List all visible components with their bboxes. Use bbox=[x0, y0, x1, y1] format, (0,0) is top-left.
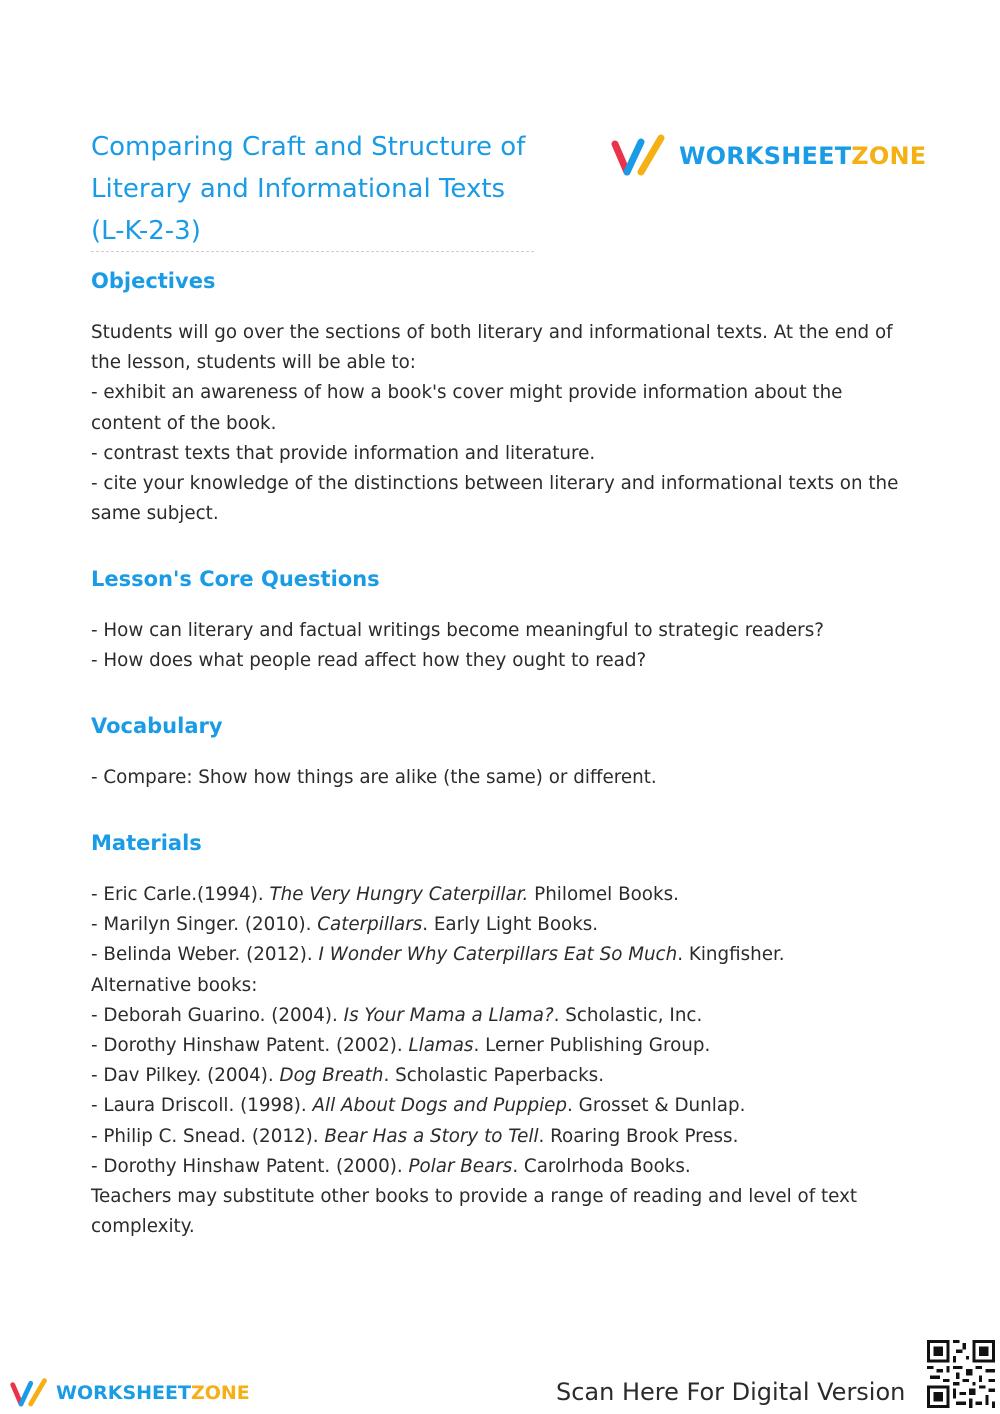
worksheetzone-logo-icon bbox=[10, 1376, 50, 1410]
vocabulary-section bbox=[91, 711, 911, 793]
material-item: - Belinda Weber. (2012). I Wonder Why Caterpillars Eat So Much. Kingfisher. bbox=[91, 944, 785, 966]
question-item: - How can literary and factual writings become meaningful to strategic readers? bbox=[91, 620, 824, 641]
vocabulary-item: - Compare: Show how things are alike (the same) or different. bbox=[91, 767, 657, 788]
qr-code-icon[interactable] bbox=[927, 1340, 995, 1408]
vocabulary-heading: Vocabulary bbox=[91, 714, 223, 738]
book-title: All About Dogs and Puppiep bbox=[312, 1095, 568, 1117]
questions-section bbox=[91, 564, 911, 676]
alt-material-item: - Dorothy Hinshaw Patent. (2000). Polar Bears. Carolrhoda Books. bbox=[91, 1155, 691, 1177]
page-title: Comparing Craft and Structure of Literary and Informational Texts (L-K-2-3) bbox=[91, 132, 526, 246]
footer-logo[interactable] bbox=[10, 1373, 250, 1413]
book-title: I Wonder Why Caterpillars Eat So Much bbox=[318, 944, 678, 966]
material-item: - Marilyn Singer. (2010). Caterpillars. Early Light Books. bbox=[91, 914, 599, 936]
material-item: - Eric Carle.(1994). The Very Hungry Caterpillar. Philomel Books. bbox=[91, 884, 679, 905]
objective-item: - contrast texts that provide information and literature. bbox=[91, 442, 596, 464]
book-title: Caterpillars bbox=[317, 914, 423, 936]
objective-item: - exhibit an awareness of how a book's cover might provide information about the content of the book. bbox=[91, 382, 843, 434]
materials-heading: Materials bbox=[91, 831, 202, 855]
alt-material-item: - Deborah Guarino. (2004). Is Your Mama a Llama?. Scholastic, Inc. bbox=[91, 1004, 703, 1026]
materials-note: Teachers may substitute other books to provide a range of reading and level of text complexity. bbox=[91, 1186, 858, 1238]
scan-caption: Scan Here For Digital Version bbox=[556, 1378, 906, 1406]
header-logo[interactable] bbox=[611, 134, 926, 178]
alt-material-item: - Philip C. Snead. (2012). Bear Has a Story to Tell. Roaring Brook Press. bbox=[91, 1125, 739, 1147]
objectives-heading: Objectives bbox=[91, 269, 216, 293]
alt-material-item: - Dorothy Hinshaw Patent. (2002). Llamas. Lerner Publishing Group. bbox=[91, 1035, 711, 1057]
brand-wordmark: WORKSHEETZONE bbox=[679, 142, 927, 170]
title-divider bbox=[91, 251, 534, 252]
question-item: - How does what people read affect how they ought to read? bbox=[91, 650, 647, 672]
book-title: Bear Has a Story to Tell bbox=[324, 1125, 539, 1147]
worksheetzone-logo-icon bbox=[611, 134, 669, 178]
brand-wordmark: WORKSHEETZONE bbox=[56, 1382, 250, 1404]
book-title: Is Your Mama a Llama? bbox=[343, 1004, 554, 1026]
questions-heading: Lesson's Core Questions bbox=[91, 567, 380, 591]
objectives-section bbox=[91, 266, 911, 529]
book-title: The Very Hungry Caterpillar. bbox=[269, 884, 529, 905]
alt-material-item: - Laura Driscoll. (1998). All About Dogs and Puppiep. Grosset & Dunlap. bbox=[91, 1095, 746, 1117]
alt-material-item: - Dav Pilkey. (2004). Dog Breath. Scholastic Paperbacks. bbox=[91, 1065, 605, 1087]
book-title: Dog Breath bbox=[279, 1065, 384, 1087]
alternative-books-label: Alternative books: bbox=[91, 974, 258, 996]
materials-section bbox=[91, 828, 911, 1242]
book-title: Polar Bears bbox=[408, 1155, 513, 1177]
objective-item: - cite your knowledge of the distinctions between literary and informational texts on the same subject. bbox=[91, 473, 899, 525]
objectives-intro: Students will go over the sections of both literary and informational texts. At the end of the lesson, students will be able to: bbox=[91, 322, 893, 374]
book-title: Llamas bbox=[408, 1035, 474, 1057]
